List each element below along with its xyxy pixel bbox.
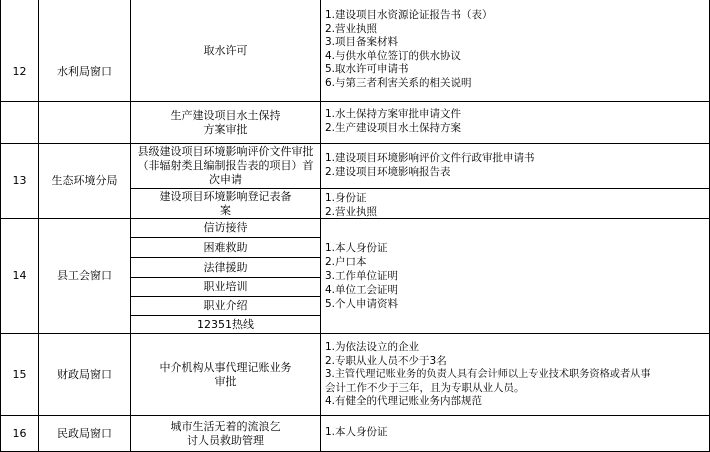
requirement-line: 1.本人身份证 xyxy=(325,426,388,438)
requirement-line: 4.有健全的代理记账业务内部规范 xyxy=(325,395,483,407)
requirement-line: 3.主管代理记账业务的负责人具有会计师以上专业技术职务资格或者从事 xyxy=(325,369,651,380)
requirement-line: 4.与供水单位签订的供水协议 xyxy=(325,49,462,62)
window-office: 民政局窗口 xyxy=(57,426,112,440)
row-number: 13 xyxy=(12,174,27,187)
service-item: 法律援助 xyxy=(203,260,248,274)
requirements-list xyxy=(325,426,388,440)
requirement-line: 1.水土保持方案审批申请文件 xyxy=(325,108,462,120)
service-item-label: 中介机构从事代理记账业务审批 xyxy=(159,360,292,388)
window-office: 水利局窗口 xyxy=(57,64,112,78)
service-item xyxy=(131,144,320,188)
requirements-list xyxy=(325,192,377,219)
requirement-line: 2.营业执照 xyxy=(325,22,378,35)
service-item-label: 城市生活无着的流浪乞讨人员救助管理 xyxy=(170,419,281,447)
requirement-line: 会计工作不少于三年，且为专职从业人员。 xyxy=(325,381,525,394)
requirements-list xyxy=(325,108,461,135)
service-item: 职业介绍 xyxy=(203,299,248,312)
grid-line xyxy=(320,0,321,452)
service-item: 信访接待 xyxy=(203,221,248,234)
requirement-line: 1.本人身份证 xyxy=(325,242,388,254)
row-number: 12 xyxy=(12,64,27,78)
requirement-line: 2.建设项目环境影响报告表 xyxy=(325,165,451,178)
requirement-line: 5.取水许可申请书 xyxy=(325,63,409,75)
requirements-list xyxy=(325,241,398,311)
service-item: 12351热线 xyxy=(197,317,254,331)
requirement-line: 2.生产建设项目水土保持方案 xyxy=(325,121,462,134)
row-number: 16 xyxy=(12,426,27,440)
requirement-line: 1.为依法设立的企业 xyxy=(325,341,420,353)
service-item xyxy=(131,189,320,218)
requirements-list xyxy=(325,152,535,179)
requirement-line: 4.单位工会证明 xyxy=(325,284,399,296)
service-item-label: 生产建设项目水土保持方案审批 xyxy=(170,108,281,136)
service-item xyxy=(131,416,320,451)
service-item xyxy=(131,102,320,143)
service-item-label: 县级建设项目环境影响评价文件审批（非辐射类且编制报告表的项目）首次申请 xyxy=(137,145,314,186)
requirement-line: 2.营业执照 xyxy=(325,205,378,218)
requirements-list xyxy=(325,9,493,90)
service-item: 职业培训 xyxy=(203,280,248,293)
row-number: 15 xyxy=(12,367,27,381)
service-item-label: 建设项目环境影响登记表备案 xyxy=(159,189,292,217)
requirement-line: 3.工作单位证明 xyxy=(325,270,399,282)
service-item: 取水许可 xyxy=(203,43,248,57)
requirement-line: 1.身份证 xyxy=(325,192,367,204)
requirement-line: 3.项目备案材料 xyxy=(325,36,399,48)
row-number: 14 xyxy=(12,269,27,282)
requirement-line: 5.个人申请资料 xyxy=(325,298,399,310)
requirement-line: 1.建设项目水资源论证报告书（表） xyxy=(325,9,493,21)
service-item: 困难救助 xyxy=(203,240,248,254)
requirement-line: 6.与第三者利害关系的相关说明 xyxy=(325,76,472,89)
service-item xyxy=(131,334,320,415)
window-office: 生态环境分局 xyxy=(51,174,118,187)
requirement-line: 2.户口本 xyxy=(325,256,367,268)
window-office: 财政局窗口 xyxy=(57,367,112,381)
requirement-line: 2.专职从业人员不少于3名 xyxy=(325,354,447,367)
requirement-line: 1.建设项目环境影响评价文件行政审批申请书 xyxy=(325,152,535,164)
requirements-list xyxy=(325,341,651,409)
window-office: 县工会窗口 xyxy=(57,269,112,282)
